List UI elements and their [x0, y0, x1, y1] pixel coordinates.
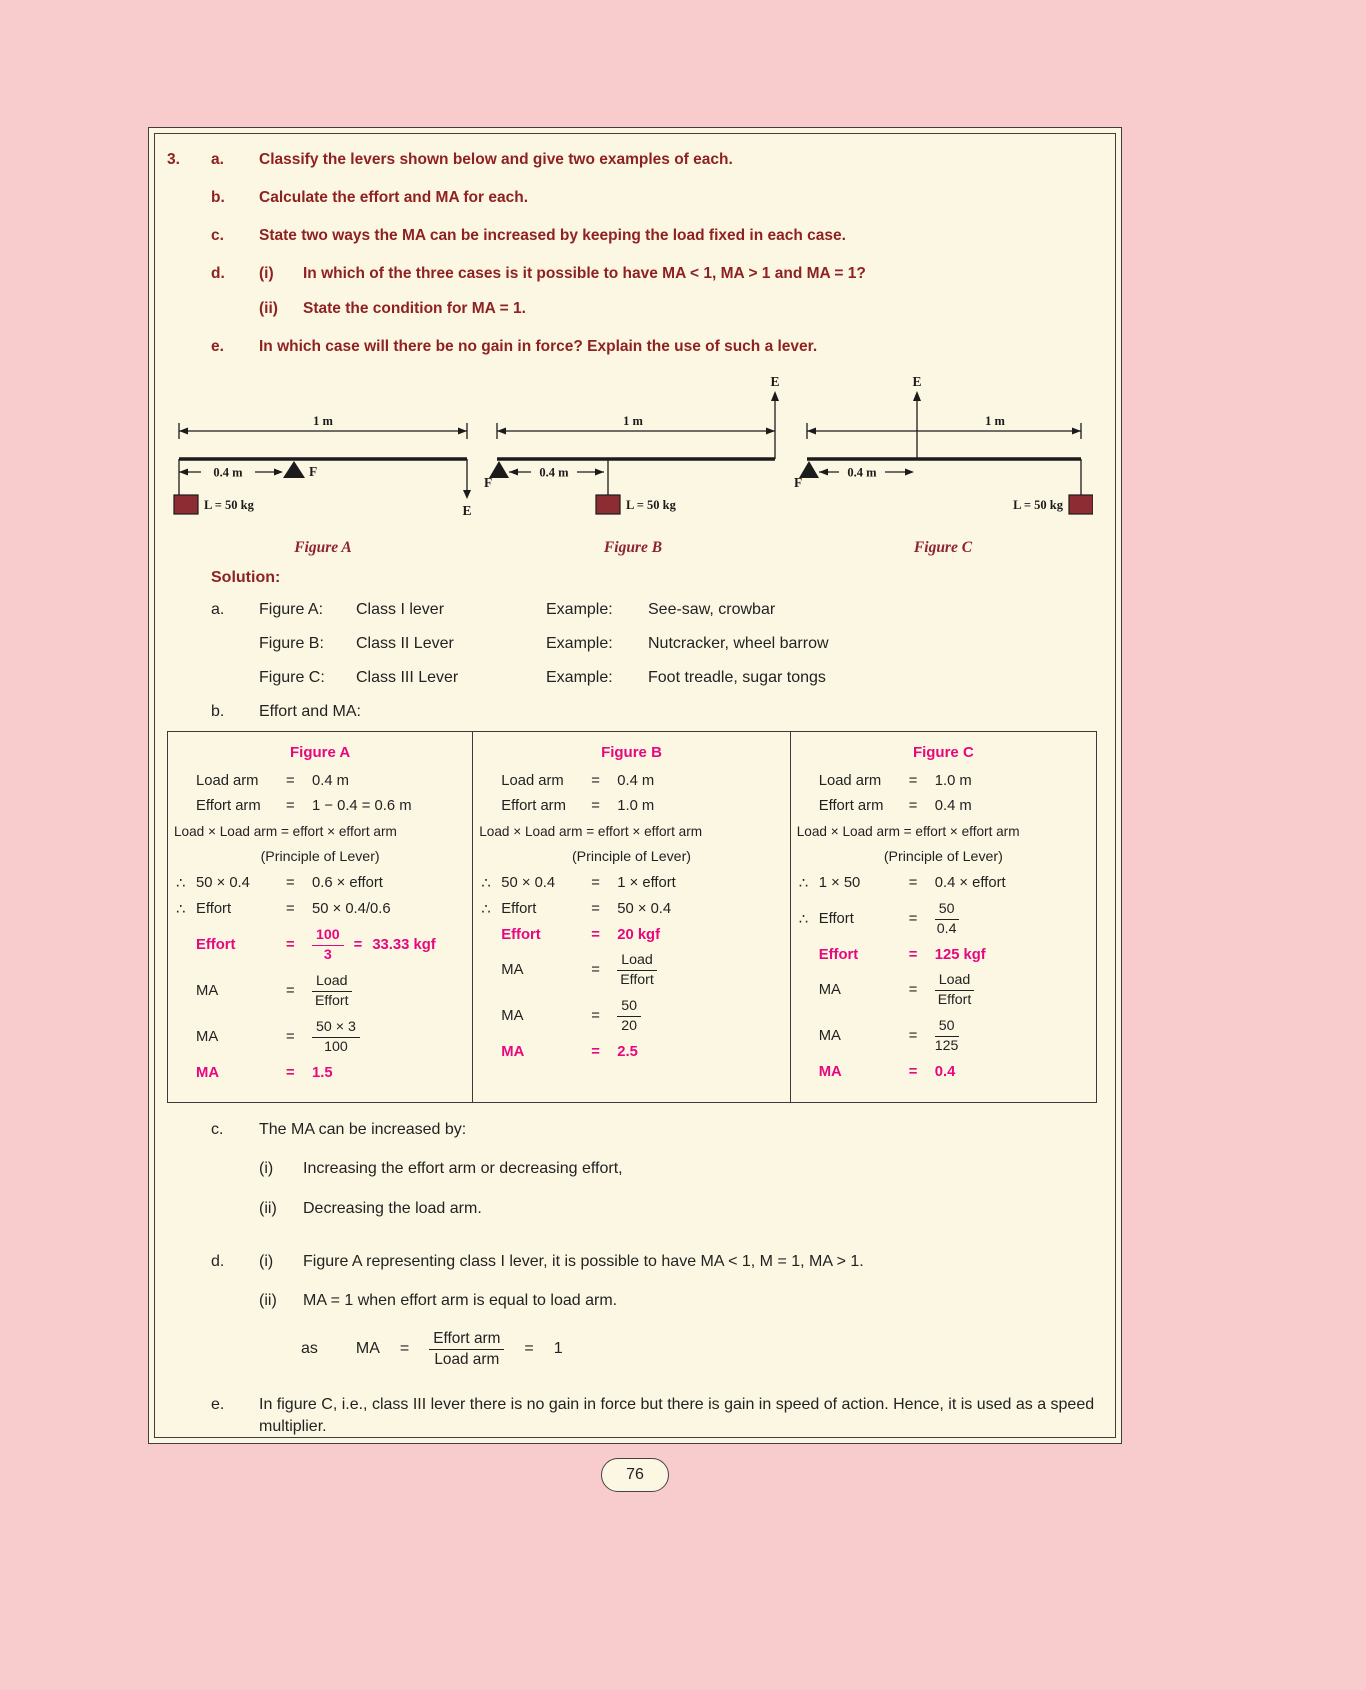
principle-equation: Load × Load arm = effort × effort arm	[479, 823, 703, 839]
calc-value: 1 − 0.4 = 0.6 m	[312, 797, 412, 814]
calc-label: Effort	[196, 901, 232, 918]
ma-calc-row: MA = $\frac{50}{125}$	[818, 1017, 959, 1054]
lever-diagrams	[173, 375, 1093, 533]
principle-equation: Load × Load arm = effort × effort arm	[174, 823, 397, 839]
answer-e	[211, 1394, 1097, 1438]
ma-result: 0.4	[934, 1063, 956, 1080]
calc-label: MA	[818, 1063, 842, 1080]
ma-result: 2.5	[617, 1043, 638, 1060]
dimension-total	[179, 414, 467, 439]
classification-row-b	[211, 635, 1097, 653]
principle-note: (Principle of Lever)	[883, 848, 1003, 865]
question-number: 3.	[167, 151, 180, 168]
effort-label: E	[912, 374, 922, 389]
dimension-offset	[819, 465, 914, 479]
therefore-symbol: ∴	[481, 874, 491, 892]
calc-value: 1.0 m	[934, 772, 972, 789]
classification-row-c	[211, 669, 1097, 687]
item-text-e: In which case will there be no gain in force? Explain the use of such a lever.	[259, 337, 818, 355]
calc-label: Effort	[501, 901, 537, 918]
item-label: a.	[211, 600, 225, 618]
calc-label: Load arm	[196, 772, 259, 789]
page-content	[154, 133, 1116, 1438]
answer-c	[211, 1119, 1097, 1237]
load-block	[174, 495, 198, 514]
caption-figure-c: Figure C	[913, 538, 973, 556]
calc-value: 1.0 m	[617, 797, 655, 814]
load-label: L = 50 kg	[626, 497, 676, 512]
calc-row: ∴ 50 × 0.4 = 0.6 × effort	[176, 875, 464, 892]
fraction-numerator: Effort arm	[429, 1330, 504, 1350]
effort-label: E	[770, 374, 780, 389]
table-column-figure-c	[791, 732, 1096, 1102]
calc-value: 50 × 0.4	[617, 901, 672, 918]
item-label-c: c.	[211, 226, 224, 244]
effort-result: 20 kgf	[617, 926, 661, 943]
fraction-denominator: 3	[323, 946, 332, 963]
calc-row: Effort arm = 1.0 m	[481, 798, 781, 814]
calc-row: Load arm = 0.4 m	[481, 773, 781, 789]
calc-label: MA	[501, 1008, 524, 1025]
ma-result-row: MA = 0.4	[799, 1064, 1088, 1080]
lever-class: Class II Lever	[356, 634, 454, 652]
effort-result-row: Effort = 20 kgf	[481, 927, 781, 943]
answer-c-ii	[259, 1198, 1097, 1220]
fraction: $\frac{50}{125}$	[934, 1017, 959, 1054]
lever-diagram-figure-c	[793, 375, 1093, 533]
fraction: $\frac{50 \times 3}{100}$	[312, 1019, 360, 1056]
fulcrum-label: F	[794, 474, 803, 490]
fulcrum-triangle	[283, 461, 305, 478]
calc-label: MA	[501, 1043, 525, 1060]
load	[596, 459, 677, 514]
effort-result: 33.33 kgf	[372, 937, 436, 954]
figure-ref: Figure C:	[259, 668, 325, 686]
ma-result-row: MA = 2.5	[481, 1044, 781, 1060]
effort-ma-table	[167, 731, 1097, 1103]
fraction-numerator: 100	[312, 927, 344, 946]
ma-definition-row: MA = $\frac{\text{Load}}{\text{Effort}}$	[176, 973, 464, 1010]
item-label: c.	[211, 1120, 224, 1138]
table-column-figure-b	[473, 732, 790, 1102]
ma-calc-row: MA = $\frac{50}{20}$	[481, 998, 781, 1035]
load-label: L = 50 kg	[1013, 497, 1063, 512]
lever-class: Class I lever	[356, 600, 445, 618]
column-header: Figure A	[289, 743, 351, 761]
answer-c-i	[259, 1158, 1097, 1180]
item-label: d.	[211, 1252, 225, 1270]
table-column-figure-a	[168, 732, 473, 1102]
ma-result-row: MA = 1.5	[176, 1065, 464, 1081]
question-item-e	[167, 337, 1097, 358]
calc-label: MA	[196, 1064, 220, 1081]
calc-label: MA	[196, 983, 219, 1000]
examples: Foot treadle, sugar tongs	[648, 668, 826, 686]
load-block	[596, 495, 620, 514]
dim-offset-label: 0.4 m	[213, 465, 243, 480]
load-block	[1069, 495, 1093, 514]
formula-ma: MA	[355, 1340, 380, 1358]
examples: See-saw, crowbar	[648, 600, 776, 618]
item-label-e: e.	[211, 337, 224, 355]
subitem-text: Figure A representing class I lever, it is possible to have MA < 1, M = 1, MA > 1.	[303, 1252, 864, 1270]
calc-label: MA	[818, 982, 841, 999]
therefore-symbol: ∴	[481, 900, 491, 918]
therefore-symbol: ∴	[176, 900, 186, 918]
calc-label: Effort	[818, 946, 859, 963]
therefore-symbol: ∴	[176, 874, 186, 892]
subitem-label-d-ii: (ii)	[259, 299, 278, 317]
dim-offset-label: 0.4 m	[539, 465, 569, 480]
calc-row: ∴ Effort = 50 × 0.4/0.6	[176, 901, 464, 918]
subitem-text: MA = 1 when effort arm is equal to load arm.	[303, 1292, 618, 1310]
lever-class: Class III Lever	[356, 668, 459, 686]
lever-diagram-figure-b	[483, 375, 783, 533]
examples: Nutcracker, wheel barrow	[648, 634, 829, 652]
question-item-d-i	[259, 264, 1097, 285]
question-item-d-ii	[259, 299, 1097, 320]
item-label: b.	[211, 702, 225, 720]
page-number: 76	[626, 1466, 644, 1483]
calc-value: 1 × effort	[617, 875, 676, 892]
calc-label: Effort arm	[501, 797, 566, 814]
ma-result: 1.5	[312, 1064, 333, 1081]
calc-row: Load arm = 0.4 m	[176, 773, 464, 789]
calc-label: 1 × 50	[818, 875, 861, 892]
figure-ref: Figure B:	[259, 634, 324, 652]
answer-d-ii	[259, 1290, 1097, 1312]
formula-as: as	[301, 1340, 318, 1358]
calc-label: MA	[501, 962, 524, 979]
fraction: $\frac{\text{Load}}{\text{Effort}}$	[312, 973, 352, 1010]
calc-row: ∴ Effort = 50 × 0.4	[481, 901, 781, 918]
calc-label: Effort arm	[196, 797, 261, 814]
subitem-label: (ii)	[259, 1199, 277, 1217]
calc-row: Load arm = 1.0 m	[799, 773, 1088, 789]
caption-figure-b: Figure B	[603, 538, 663, 556]
fulcrum-label: F	[309, 463, 318, 479]
answer-e-text: In figure C, i.e., class III lever there is no gain in force but there is gain in speed of action. Hence, it is used as a speed multiplier.	[259, 1395, 1095, 1435]
answer-d	[211, 1251, 1097, 1380]
fraction: $\frac{50}{0.4}$	[935, 901, 959, 938]
column-header: Figure B	[601, 743, 662, 761]
example-label: Example:	[546, 634, 613, 652]
subitem-label-d-i: (i)	[259, 264, 274, 282]
calc-value: 0.4 m	[617, 772, 655, 789]
principle-equation: Load × Load arm = effort × effort arm	[796, 823, 1020, 839]
question-item-c	[167, 226, 1097, 247]
subitem-label: (ii)	[259, 1292, 277, 1310]
calc-label: MA	[818, 1028, 841, 1045]
subitem-text-d-ii: State the condition for MA = 1.	[303, 299, 526, 317]
item-text: Effort and MA:	[259, 702, 361, 720]
effort-arrow	[912, 375, 921, 459]
calc-value: 0.4 × effort	[934, 875, 1006, 892]
fraction: $\frac{\text{Load}}{\text{Effort}}$	[617, 952, 657, 989]
effort-result-row: Effort = $\frac{100}{3}$ = 33.33 kgf	[196, 926, 436, 963]
fraction	[312, 927, 344, 964]
ma-calc-row: MA = $\frac{50 \times 3}{100}$	[176, 1019, 464, 1056]
dim-total-label: 1 m	[313, 413, 333, 428]
therefore-symbol: ∴	[798, 910, 809, 928]
load	[1013, 459, 1093, 514]
item-label-a: a.	[211, 151, 224, 168]
caption-figure-a: Figure A	[294, 538, 352, 556]
fraction	[429, 1330, 504, 1370]
lever-diagram-figure-a	[173, 375, 473, 533]
fraction: $\frac{50}{20}$	[617, 998, 641, 1035]
calc-label: 50 × 0.4	[501, 875, 556, 892]
answer-c-text: The MA can be increased by:	[259, 1120, 467, 1138]
calc-value: 0.6 × effort	[312, 875, 383, 892]
example-label: Example:	[546, 668, 613, 686]
effort-result-row: Effort = 125 kgf	[799, 947, 1088, 963]
calc-label: Effort	[501, 926, 541, 943]
dim-total-label: 1 m	[985, 413, 1005, 428]
dimension-total	[497, 414, 775, 439]
dim-total-label: 1 m	[623, 413, 643, 428]
question-block	[167, 150, 1097, 358]
fraction: $\frac{\text{Load}}{\text{Effort}}$	[935, 972, 975, 1009]
fraction-denominator: Load arm	[434, 1351, 500, 1369]
calc-row: Effort arm = 1 − 0.4 = 0.6 m	[176, 798, 464, 814]
item-label-d: d.	[211, 264, 225, 282]
column-header: Figure C	[912, 743, 974, 761]
calc-label: Effort	[818, 911, 854, 928]
calc-value: 50 × 0.4/0.6	[312, 901, 391, 918]
calc-label: Effort arm	[818, 797, 884, 814]
calc-row: ∴ 50 × 0.4 = 1 × effort	[481, 875, 781, 892]
example-label: Example:	[546, 600, 613, 618]
subitem-text: Increasing the effort arm or decreasing effort,	[303, 1160, 623, 1178]
calc-label: Effort	[196, 937, 236, 954]
ma-definition-row: MA = $\frac{\text{Load}}{\text{Effort}}$	[481, 952, 781, 989]
subitem-label: (i)	[259, 1252, 274, 1270]
fulcrum-label: F	[484, 474, 493, 490]
effort-arrow	[462, 459, 471, 518]
subitem-text: Decreasing the load arm.	[303, 1199, 482, 1217]
dimension-offset	[179, 465, 283, 479]
ma-formula: as MA = $\frac{\text{Effort arm}}{\text{Load arm}}$ = 1	[301, 1329, 563, 1369]
calc-row: Effort arm = 0.4 m	[799, 798, 1088, 814]
calc-label: Load arm	[818, 772, 882, 789]
subitem-text-d-i: In which of the three cases is it possible to have MA < 1, MA > 1 and MA = 1?	[303, 264, 866, 282]
calc-value: 0.4 m	[312, 772, 350, 789]
calc-row: ∴ Effort = $\frac{50}{0.4}$	[799, 901, 1088, 938]
subitem-label: (i)	[259, 1160, 274, 1178]
calc-value: 0.4 m	[934, 797, 972, 814]
dim-offset-label: 0.4 m	[847, 465, 877, 480]
calc-label: 50 × 0.4	[196, 875, 250, 892]
effort-result: 125 kgf	[934, 946, 986, 963]
calc-row: ∴ 1 × 50 = 0.4 × effort	[799, 875, 1088, 892]
ma-definition-row: MA = $\frac{\text{Load}}{\text{Effort}}$	[799, 972, 1088, 1009]
question-item-b	[167, 188, 1097, 209]
effort-arrow	[770, 375, 779, 459]
principle-note: (Principle of Lever)	[260, 848, 380, 865]
item-text-b: Calculate the effort and MA for each.	[259, 188, 528, 206]
calc-label: Load arm	[501, 772, 564, 789]
effort-label: E	[462, 502, 472, 518]
calc-label: MA	[196, 1029, 219, 1046]
item-label: e.	[211, 1395, 225, 1413]
question-item-a	[167, 150, 1097, 171]
dimension-offset	[509, 465, 604, 479]
answer-d-i	[259, 1251, 1097, 1273]
item-label-b: b.	[211, 188, 225, 206]
item-text-a: Classify the levers shown below and give two examples of each.	[259, 151, 733, 168]
solution-heading: Solution:	[211, 568, 281, 586]
textbook-page	[148, 127, 1122, 1444]
classification-row-a	[211, 601, 1097, 619]
figure-captions	[173, 539, 1093, 557]
dimension-total	[807, 414, 1081, 439]
figure-ref: Figure A:	[259, 600, 324, 618]
load-label: L = 50 kg	[204, 497, 254, 512]
principle-note: (Principle of Lever)	[571, 848, 692, 865]
therefore-symbol: ∴	[798, 874, 809, 892]
item-text-c: State two ways the MA can be increased by keeping the load fixed in each case.	[259, 226, 846, 244]
formula-result: 1	[553, 1340, 563, 1358]
page-number-badge	[601, 1458, 669, 1492]
question-item-d	[167, 264, 1097, 320]
solution-b-heading	[211, 703, 1097, 721]
